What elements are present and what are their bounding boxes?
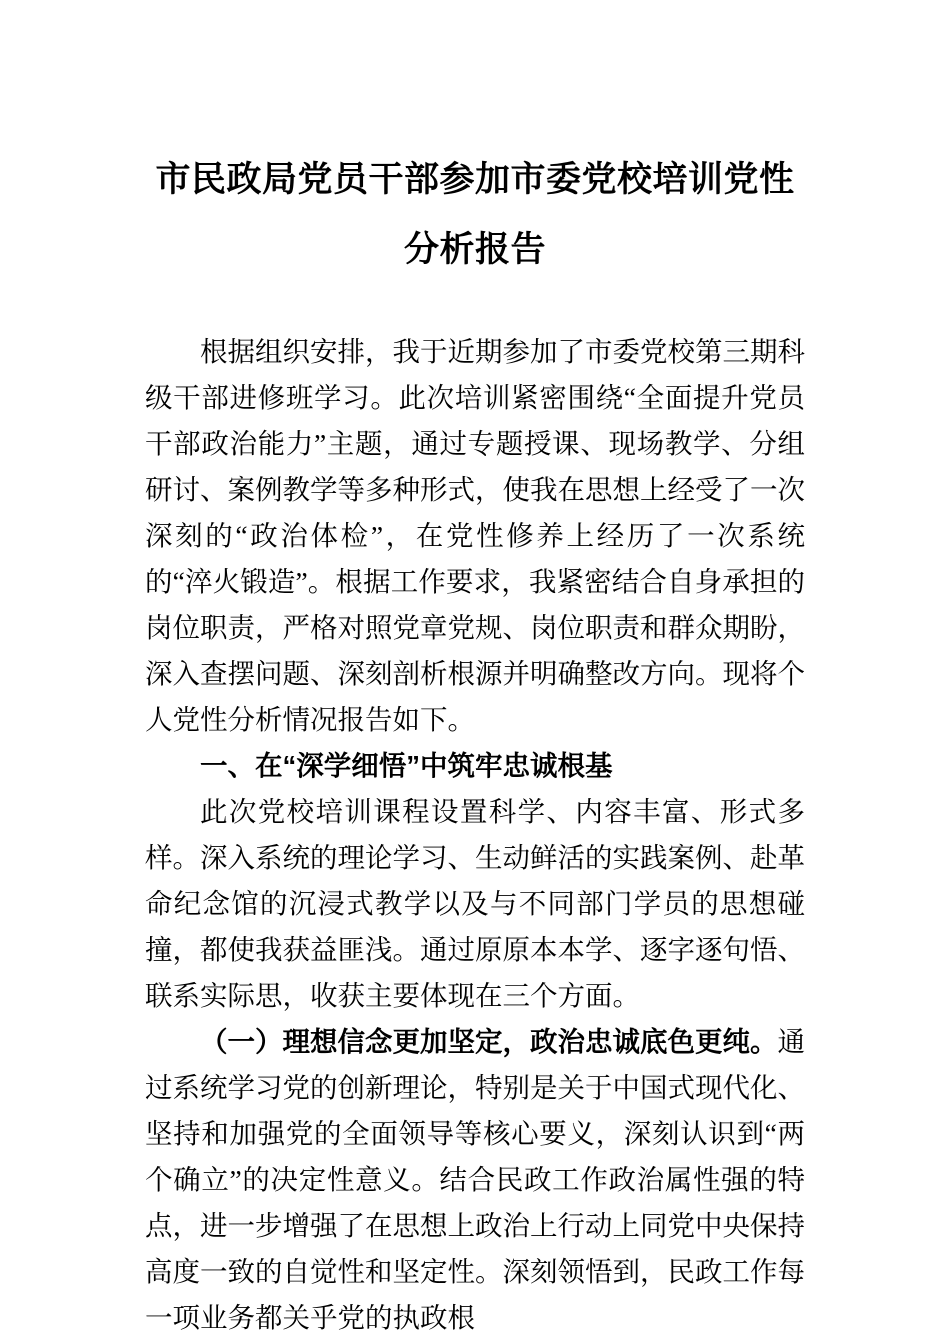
paragraph-point-1-lead: （一）理想信念更加坚定，政治忠诚底色更纯。 [200, 1026, 778, 1057]
paragraph-section-overview: 此次党校培训课程设置科学、内容丰富、形式多样。深入系统的理论学习、生动鲜活的实践案例、赴革命纪念馆的沉浸式教学以及与不同部门学员的思想碰撞，都使我获益匪浅。通过原原本本学、逐字逐句悟、联系实际思，收获主要体现在三个方面。 [145, 796, 805, 1011]
document-title [145, 145, 805, 285]
paragraph-intro: 根据组织安排，我于近期参加了市委党校第三期科级干部进修班学习。此次培训紧密围绕“全面提升党员干部政治能力”主题，通过专题授课、现场教学、分组研讨、案例教学等多种形式，使我在思想上经受了一次深刻的“政治体检”，在党性修养上经历了一次系统的“淬火锻造”。根据工作要求，我紧密结合自身承担的岗位职责，严格对照党章党规、岗位职责和群众期盼，深入查摆问题、深刻剖析根源并明确整改方向。现将个人党性分析情况报告如下。 [145, 336, 805, 735]
section-heading-1: 一、在“深学细悟”中筑牢忠诚根基 [200, 750, 613, 781]
title-line-2: 分析报告 [403, 230, 546, 269]
paragraph-point-1-text: 通过系统学习党的创新理论，特别是关于中国式现代化、坚持和加强党的全面领导等核心要义，深刻认识到“两个确立”的决定性意义。结合民政工作政治属性强的特点，进一步增强了在思想上政治上行动上同党中央保持高度一致的自觉性和坚定性。深刻领悟到，民政工作每一项业务都关乎党的执政根 [145, 1026, 805, 1333]
paragraph-point-1 [145, 1019, 805, 1341]
title-line-1: 市民政局党员干部参加市委党校培训党性 [155, 160, 795, 199]
